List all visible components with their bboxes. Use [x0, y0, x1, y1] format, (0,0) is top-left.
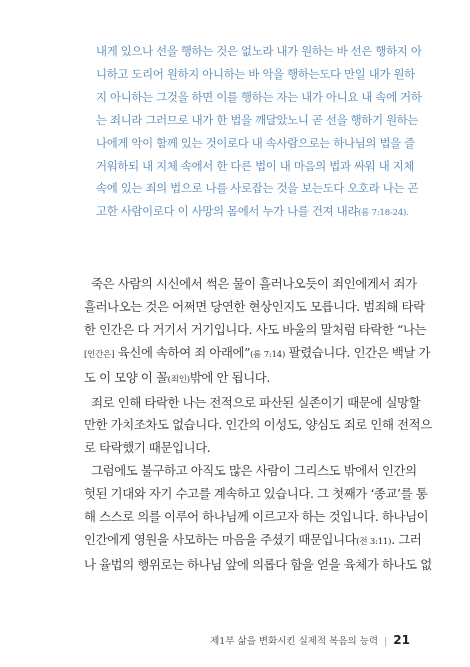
quote-line-last	[96, 200, 409, 225]
quote-line: 니하고 도리어 원하지 아니하는 바 악을 행하는도다 만일 내가 원하	[96, 66, 415, 81]
body-line	[84, 460, 417, 483]
body-line-text: 밖에 안 됩니다.	[189, 369, 270, 385]
section-title: 제1부 삶을 변화시킨 실제적 복음의 능력	[210, 636, 379, 647]
body-line-text: 그럼에도 불구하고 아직도 많은 사람이 그리스도 밖에서 인간의	[91, 463, 417, 479]
body-line: 해 스스로 의를 이루어 하나님께 이르고자 하는 것입니다. 하나님이	[84, 509, 429, 525]
paren-note: (죄인)	[167, 374, 190, 385]
body-line-text: 인간에게 영원을 사모하는 마음을 주셨기 때문입니다	[84, 531, 357, 547]
body-line: 흘러나오는 것은 어쩌면 당연한 현상인지도 모릅니다. 범죄해 타락	[84, 298, 425, 314]
body-line-text: 육신에 속하여 죄 아래에”	[114, 344, 251, 360]
body-line-text: 팔렸습니다. 인간은 백날 가	[285, 344, 431, 360]
body-line	[84, 367, 386, 392]
body-line: 한 인간은 다 거기서 거기입니다. 사도 바울의 말처럼 타락한 “나는	[84, 321, 427, 337]
quote-line: 내게 있으나 선을 행하는 것은 없노라 내가 원하는 바 선은 행하지 아	[96, 44, 422, 58]
quote-line: 는 죄니라 그러므로 내가 한 법을 깨달았노니 곧 선을 행하기 원하는	[96, 112, 419, 127]
bracket-note: [인간은]	[84, 349, 115, 360]
quote-line: 속에 있는 죄의 법으로 나를 사로잡는 것을 보는도다 오호라 나는 곤	[96, 181, 419, 196]
quote-line: 나에게 악이 함께 있는 것이로다 내 속사람으로는 하나님의 법을 즐	[96, 135, 415, 150]
page-number: 21	[393, 633, 410, 647]
body-line-text: 도 이 모양 이 꼴	[84, 369, 168, 385]
verse-reference: (롬 7:14)	[250, 349, 286, 360]
verse-reference: (전 3:11)	[356, 536, 392, 547]
body-text	[84, 273, 432, 577]
body-line: 만한 가치조차도 없습니다. 인간의 이성도, 양심도 죄로 인해 전적으	[84, 417, 432, 433]
body-line	[84, 392, 421, 415]
body-line	[84, 273, 417, 296]
quote-last-text: 고한 사람이로다 이 사망의 몸에서 누가 나를 건져 내랴	[96, 204, 359, 219]
scripture-quote	[96, 40, 422, 225]
body-line: 나 율법의 행위로는 하나님 앞에 의롭다 함을 얻을 육체가 하나도 없	[84, 556, 432, 572]
body-line-text: 죽은 사람의 시신에서 썩은 물이 흘러나오듯이 죄인에게서 죄가	[91, 276, 417, 291]
quote-reference: (롬 7:18-24).	[358, 208, 409, 219]
body-line	[84, 529, 422, 554]
body-line	[84, 342, 431, 367]
body-line: 로 타락했기 때문입니다.	[84, 440, 211, 456]
body-line-text: . 그러	[391, 531, 422, 547]
body-line: 헛된 기대와 자기 수고를 계속하고 있습니다. 그 첫째가 ‘종교’를 통	[84, 486, 428, 502]
footer-separator: |	[384, 636, 388, 647]
quote-line: 지 아니하는 그것을 하면 이를 행하는 자는 내가 아니요 내 속에 거하	[96, 89, 422, 104]
body-line-text: 죄로 인해 타락한 나는 전적으로 파산된 실존이기 때문에 실망할	[91, 394, 421, 410]
quote-line: 거워하되 내 지체 속에서 한 다른 법이 내 마음의 법과 싸워 내 지체	[96, 158, 415, 173]
page-footer	[210, 633, 410, 647]
